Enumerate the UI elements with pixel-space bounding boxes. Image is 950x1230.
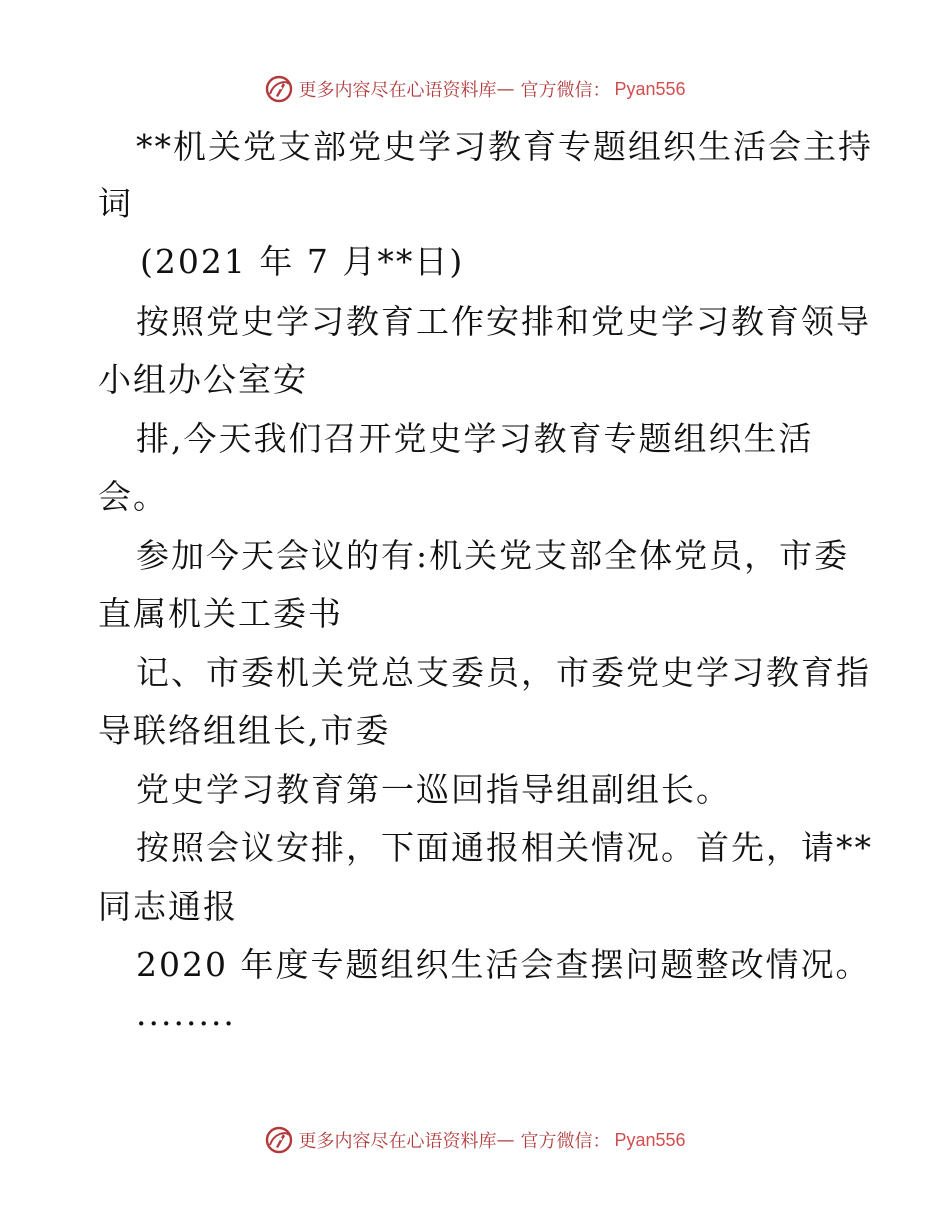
- paragraph-line: 按照会议安排，下面通报相关情况。首先，请**: [136, 828, 873, 867]
- paragraph-line: 小组办公室安: [98, 360, 308, 399]
- paragraph-line: 按照党史学习教育工作安排和党史学习教育领导: [136, 302, 871, 341]
- banner-wechat-label: 官方微信：: [520, 1131, 611, 1152]
- banner-wechat-handle: Pyan556: [614, 78, 686, 99]
- paragraph-line: 导联络组组长,市委: [98, 711, 391, 750]
- ellipsis-line: ········: [136, 1004, 236, 1043]
- date-line: (2021 年 7 月**日): [140, 242, 465, 281]
- paragraph-line: 党史学习教育第一巡回指导组副组长。: [136, 770, 731, 809]
- paragraph-line: 排,今天我们召开党史学习教育专题组织生活: [136, 419, 814, 458]
- banner-main-text: 更多内容尽在心语资料库: [298, 80, 497, 101]
- title-line-2: 词: [98, 184, 133, 223]
- title-line-1: **机关党支部党史学习教育专题组织生活会主持: [136, 127, 873, 166]
- paragraph-line: 参加今天会议的有:机关党支部全体党员，市委: [136, 536, 850, 575]
- paragraph-line: 直属机关工委书: [98, 594, 343, 633]
- banner-main-text: 更多内容尽在心语资料库: [298, 1131, 497, 1152]
- pen-nib-swirl-icon: [264, 74, 294, 104]
- footer-banner: [0, 1122, 950, 1158]
- paragraph-line: 会。: [98, 477, 168, 516]
- banner-wechat-label: 官方微信：: [520, 80, 611, 101]
- banner-separator: —: [496, 78, 515, 100]
- pen-nib-swirl-icon: [264, 1125, 294, 1155]
- banner-wechat-handle: Pyan556: [614, 1129, 686, 1150]
- paragraph-line: 2020 年度专题组织生活会查摆问题整改情况。: [136, 945, 871, 984]
- paragraph-line: 同志通报: [98, 887, 238, 926]
- paragraph-line: 记、市委机关党总支委员，市委党史学习教育指: [136, 653, 871, 692]
- header-banner: [0, 71, 950, 107]
- banner-separator: —: [496, 1129, 515, 1151]
